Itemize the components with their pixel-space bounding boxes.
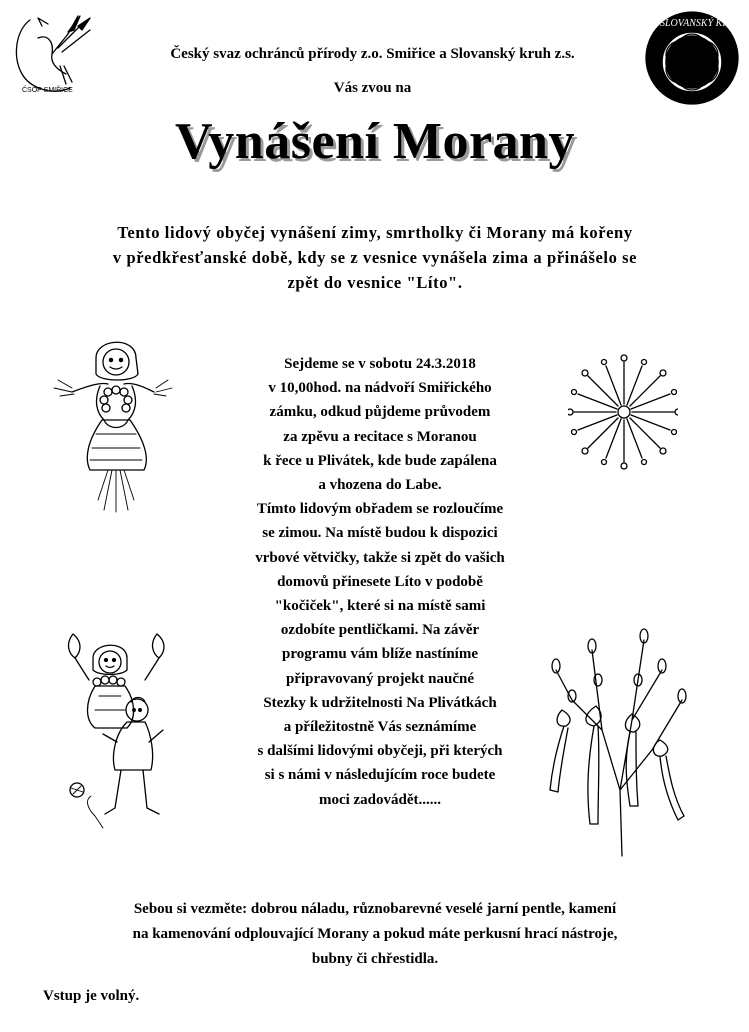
- slavic-flower-logo-icon: [640, 4, 744, 108]
- intro-paragraph: [30, 220, 720, 295]
- morana-doll-illustration: [38, 330, 188, 520]
- body-line: programu vám blíže nastíníme: [282, 646, 478, 663]
- snowflake-illustration: [568, 346, 678, 476]
- body-line: s dalšími lidovými obyčeji, při kterých: [257, 743, 503, 760]
- body-line: "kočiček", které si na místě sami: [274, 598, 486, 615]
- slovansky-kruh-logo: [640, 4, 744, 108]
- body-line: a příležitostně Vás seznámíme: [283, 719, 477, 736]
- invite-line: Vás zvou na: [333, 80, 412, 96]
- stork-logo-icon: [8, 8, 100, 100]
- logo-right-text: SLOVANSKÝ KRUH: [660, 18, 743, 29]
- csop-logo: [8, 8, 100, 100]
- body-line: moci zadovádět......: [318, 791, 442, 808]
- intro-line: zpět do vesnice "Líto".: [287, 273, 463, 292]
- event-details: [190, 352, 570, 812]
- intro-line: Tento lidový obyčej vynášení zimy, smrtholky či Morany má kořeny: [117, 223, 633, 242]
- body-line: vrbové větvičky, takže si zpět do vašich: [255, 549, 505, 566]
- bring-line: bubny či chřestidla.: [311, 951, 439, 967]
- bring-along-paragraph: [30, 897, 720, 972]
- willow-branches-illustration: [532, 610, 712, 860]
- organizers-line: Český svaz ochránců přírody z.o. Smiřice a Slovanský kruh z.s.: [170, 46, 575, 62]
- body-line: zámku, odkud půjdeme průvodem: [269, 404, 491, 421]
- body-line: připravovaný projekt naučné: [285, 670, 475, 687]
- free-entry-note: Vstup je volný.: [43, 988, 140, 1004]
- logo-left-text: ČSOP SMIŘICE: [22, 87, 73, 94]
- bring-line: Sebou si vezměte: dobrou náladu, různobarevné veselé jarní pentle, kamení: [133, 901, 617, 917]
- body-line: si s námi v následujícím roce budete: [264, 767, 496, 784]
- intro-line: v předkřesťanské době, kdy se z vesnice vynášela zima a přinášelo se: [112, 248, 638, 267]
- body-line: Tímto lidovým obřadem se rozloučíme: [256, 501, 504, 518]
- body-line: a vhozena do Labe.: [318, 477, 442, 494]
- girl-with-morana-illustration: [55, 630, 180, 845]
- body-line: domovů přinesete Líto v podobě: [277, 573, 483, 590]
- page-title: Vynášení Morany: [175, 113, 575, 170]
- body-line: v 10,00hod. na nádvoří Smiřického: [268, 380, 492, 397]
- bring-line: na kamenování odplouvající Morany a pokud máte perkusní hrací nástroje,: [132, 926, 618, 942]
- body-line: za zpěvu a recitace s Moranou: [283, 428, 477, 445]
- body-line: Sejdeme se v sobotu 24.3.2018: [284, 356, 476, 372]
- body-line: ozdobíte pentličkami. Na závěr: [280, 622, 480, 639]
- body-line: se zimou. Na místě budou k dispozici: [262, 525, 498, 542]
- body-line: k řece u Plivátek, kde bude zapálena: [263, 452, 497, 469]
- body-line: Stezky k udržitelnosti Na Plivátkách: [263, 694, 497, 711]
